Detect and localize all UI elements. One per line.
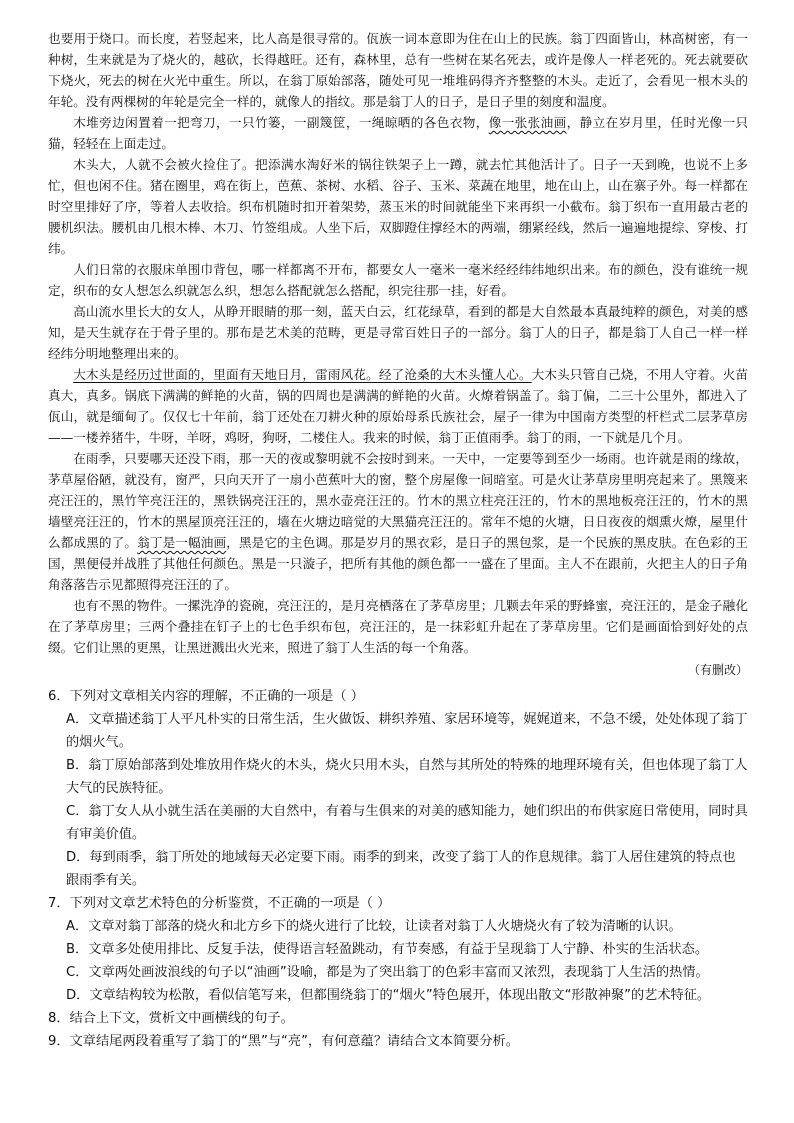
passage-paragraph-2 <box>48 112 748 154</box>
question-6 <box>48 685 748 892</box>
question-7-option-b: B．文章多处使用排比、反复手法，使得语言轻盈跳动，有节奏感，有益于呈现翁丁人宁静、朴实的生活状态。 <box>66 942 709 957</box>
passage-paragraph-8: 也有不黑的物件。一摞洗净的瓷碗，亮汪汪的，是月亮栖落在了茅草房里；几颗去年采的野蜂蜜，亮汪汪的，是金子融化在了茅草房里；三两个叠挂在钉子上的七色手织布包，亮汪汪的，是一抹彩虹升起在了茅草房里。它们是画面恰到好处的点缀。它们让黑的更黑，让黑迸溅出火光来，照进了翁丁人生活的每一个角落。 <box>48 598 748 655</box>
exam-page <box>48 28 748 1053</box>
paragraph-7-text-a: 在雨季，只要哪天还没下雨，那一天的夜或黎明就不会按时到来。一天中，一定要等到至少一场雨。也许就是雨的缘故，茅草屋俗陋，就没有，窗严，只向天开了一扇小芭蕉叶大的窗，整个房屋像一间暗室。可是火让茅草房里明亮起来了。黑篾来亮汪汪的，黑竹竿亮汪汪的，黑铁锅亮汪汪的，黑水壶亮汪汪的。竹木的黑立柱亮汪汪的，竹木的黑地板亮汪汪的，竹木的黑墙壁亮汪汪的，竹木的黑屋顶亮汪汪的，墙在火塘边暗觉的大黑猫亮汪汪的。常年不熄的火塘，日日夜夜的烟熏火燎，屋里什么都成黑的了。 <box>48 451 748 550</box>
question-9: 9．文章结尾两段着重写了翁丁的“黑”与“亮”，有何意蕴？请结合文本简要分析。 <box>48 1034 519 1049</box>
paragraph-7-text-b: ，黑是它的主色调。那是岁月的黑衣彩，是日子的黑包浆，是一个民族的黑皮肤。在色彩的王国，黑便侵并战胜了其他任何颜色。黑是一只漩子，把所有其他的颜色都一一盛在了里面。主人不在跟前，火把主人的日子角角落落告示见都照得亮汪汪的了。 <box>48 535 749 592</box>
paragraph-6-text: 大木头只管自己烧，不用人守着。火苗真大，真多。锅底下满满的鲜艳的火苗，锅的四周也是满满的鲜艳的火苗。火燎着锅盖了。翁丁偏，二三十公里外，都进入了佤山，就是缅甸了。仅仅七十年前，翁丁还处在刀耕火种的原始母系氏族社会，屋子一律为中国南方类型的杆栏式二层茅草房——一楼养猪牛，牛呀，羊呀，鸡呀，狗呀，二楼住人。我来的时候，翁丁正值雨季。翁丁的雨，一下就是几个月。 <box>48 367 749 445</box>
question-6-option-d: D．每到雨季，翁丁所处的地域每天必定要下雨。雨季的到来，改变了翁丁人的作息规律。翁丁人居住建筑的特点也跟雨季有关。 <box>66 850 736 888</box>
question-7-option-c: C．文章两处画波浪线的句子以“油画”设喻，都是为了突出翁丁的色彩丰富而又浓烈，表现翁丁人生活的热情。 <box>66 965 709 980</box>
passage-paragraph-5: 高山流水里长大的女人，从睁开眼睛的那一刻，蓝天白云，红花绿草，看到的都是大自然最本真最纯粹的颜色，对美的感知，是天生就存在于骨子里的。那布是艺术美的范畴，更是寻常百姓日子的一部分。翁丁人的日子，都是翁丁人自己一样一样经纬分明地整理出来的。 <box>48 304 748 361</box>
paragraph-2-text-b: ，静立在岁月里，任时光像一只猫，轻轻在上面走过。 <box>48 115 749 151</box>
passage-paragraph-6 <box>48 364 748 448</box>
question-7-option-a: A．文章对翁丁部落的烧火和北方乡下的烧火进行了比较，让读者对翁丁人火塘烧火有了较为清晰的认识。 <box>66 919 682 934</box>
question-8: 8．结合上下文，赏析文中画横线的句子。 <box>48 1011 294 1026</box>
paragraph-2-text-a: 木堆旁边闲置着一把弯刀，一只竹篓，一副篾筐，一绳晾晒的各色衣物， <box>73 115 489 130</box>
wavy-underlined-phrase-1: 像一张张油画 <box>488 115 567 130</box>
question-6-option-b: B．翁丁原始部落到处堆放用作烧火的木头，烧火只用木头，自然与其所处的特殊的地理环境有关，但也体现了翁丁人大气的民族特征。 <box>66 758 748 796</box>
questions-section <box>48 685 748 1053</box>
source-note: （有删改） <box>687 663 748 677</box>
passage-paragraph-3: 木头大，人就不会被火捡住了。把添满水淘好米的锅往铁架子上一蹲，就去忙其他活计了。日子一天到晚，也说不上多忙，但也闲不住。猪在圈里，鸡在街上，芭蕉、茶树、水稻、谷子、玉米、菜蔬在地里，地在山上，山在寨子外。每一样都在时空里排好了序，等着人去收拾。织布机随时扣开着架势，蒸玉米的时间就能坐下来再织一小截布。翁丁织布一直用最古老的腰机织法。腰机由几根木棒、木刀、竹签组成。人坐下后，双脚蹬住撑经木的两端，绷紧经线，然后一遍遍地提综、穿梭、打纬。 <box>48 157 748 256</box>
question-6-option-c: C．翁丁女人从小就生活在美丽的大自然中，有着与生俱来的对美的感知能力，她们织出的布供家庭日常使用，同时具有审美价值。 <box>66 804 748 842</box>
reading-passage <box>48 28 748 681</box>
passage-paragraph-1: 也要用于烧口。而长度，若竖起来，比人高是很寻常的。佤族一词本意即为住在山上的民族。翁丁四面皆山，林高树密，有一种树，生来就是为了烧火的，越砍，长得越旺。还有，森林里，总有一些树在某名死去，或许是像人一样老死的。死去就要砍下烧火，死去的树在火光中重生。所以，在翁丁原始部落，随处可见一堆堆码得齐齐整整的木头。走近了，会看见一根木头的年轮。没有两棵树的年轮是完全一样的，就像人的指纹。那是翁丁人的日子，是日子里的刻度和温度。 <box>48 31 748 109</box>
question-6-option-a: A．文章描述翁丁人平凡朴实的日常生活，生火做饭、耕织养殖、家居环境等，娓娓道来，不急不缓，处处体现了翁丁的烟火气。 <box>66 712 748 750</box>
wavy-underlined-phrase-2: 翁丁是一幅油画 <box>137 535 227 550</box>
question-7 <box>48 892 748 1007</box>
underlined-sentence: 大木头是经历过世面的，里面有天地日月，雷雨风花。经了沧桑的大木头懂人心。 <box>73 367 532 382</box>
question-7-option-d: D．文章结构较为松散，看似信笔写来，但都围绕翁丁的“烟火”特色展开，体现出散文“形散神聚”的艺术特征。 <box>66 988 711 1003</box>
question-7-stem: 7．下列对文章艺术特色的分析鉴赏，不正确的一项是（ ） <box>48 896 391 911</box>
passage-paragraph-7 <box>48 448 748 595</box>
question-6-stem: 6．下列对文章相关内容的理解，不正确的一项是（ ） <box>48 689 364 704</box>
passage-paragraph-4: 人们日常的衣服床单围巾背包，哪一样都离不开布，都要女人一毫米一毫米经经纬纬地织出来。布的颜色，没有谁统一规定，织布的女人想怎么织就怎么织，想怎么搭配就怎么搭配，织完往那一挂，好看。 <box>48 262 748 298</box>
